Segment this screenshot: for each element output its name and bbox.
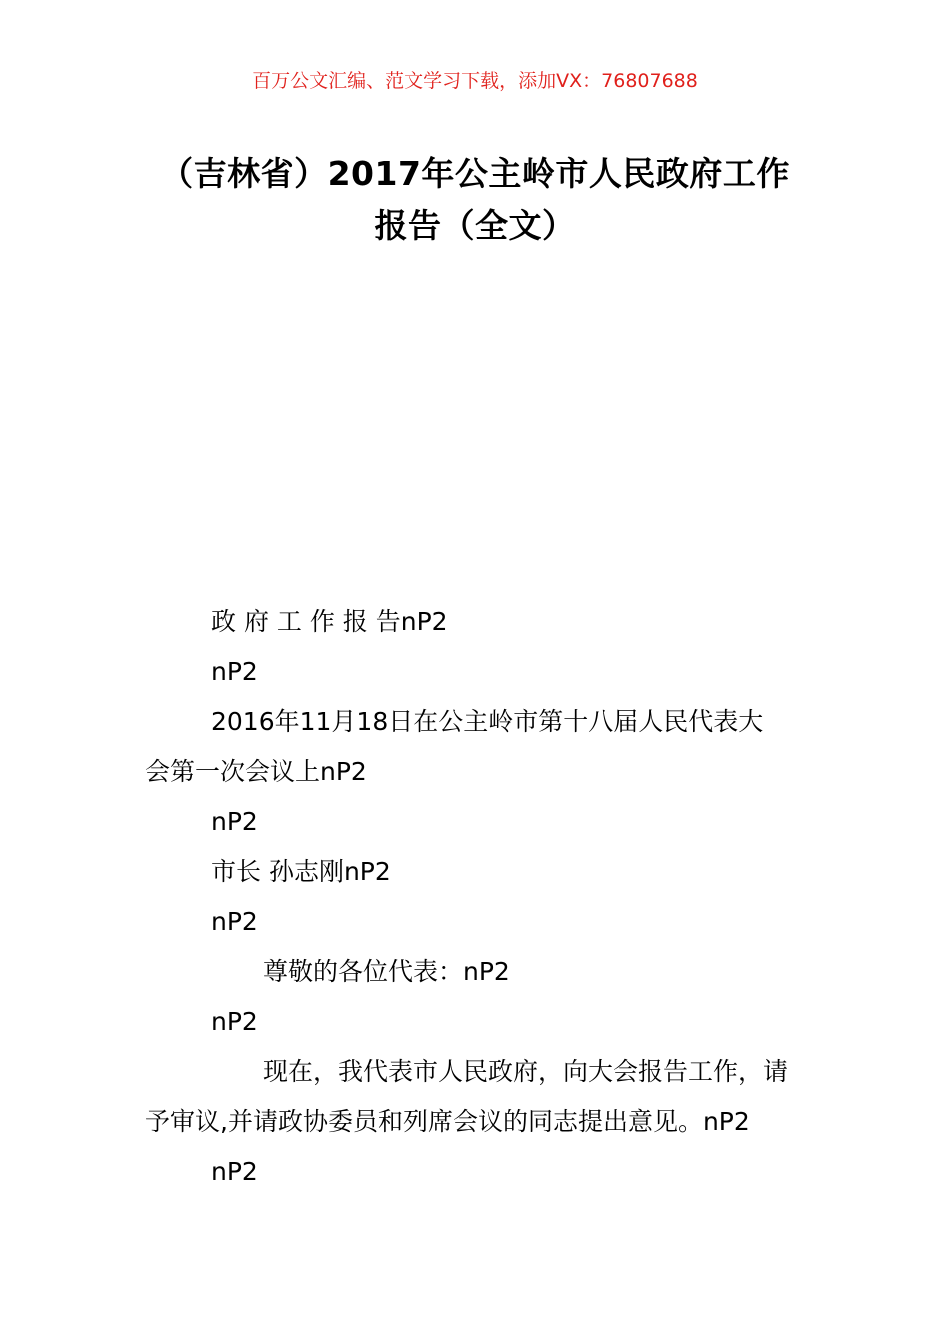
salutation: 尊敬的各位代表：nP2 (263, 957, 510, 986)
document-title-line-2: 报告（全文） (374, 206, 576, 245)
paragraph-marker: nP2 (211, 807, 258, 836)
document-title (120, 148, 830, 252)
paragraph-marker: nP2 (211, 1157, 258, 1186)
meeting-date-line-2: 会第一次会议上nP2 (145, 757, 367, 786)
paragraph-marker: nP2 (211, 907, 258, 936)
paragraph-marker: nP2 (211, 657, 258, 686)
meeting-date-line-1: 2016年11月18日在公主岭市第十八届人民代表大 (211, 707, 764, 736)
paragraph-marker: nP2 (211, 1007, 258, 1036)
speaker-line: 市长 孙志刚nP2 (211, 857, 391, 886)
document-title-line-1: （吉林省）2017年公主岭市人民政府工作 (160, 154, 790, 193)
opening-paragraph-line-2: 予审议,并请政协委员和列席会议的同志提出意见。nP2 (145, 1107, 750, 1136)
opening-paragraph-line-1: 现在，我代表市人民政府，向大会报告工作，请 (263, 1057, 789, 1086)
header-watermark-note: 百万公文汇编、范文学习下载，添加VX：76807688 (252, 70, 698, 92)
report-heading: 政 府 工 作 报 告nP2 (211, 607, 448, 636)
